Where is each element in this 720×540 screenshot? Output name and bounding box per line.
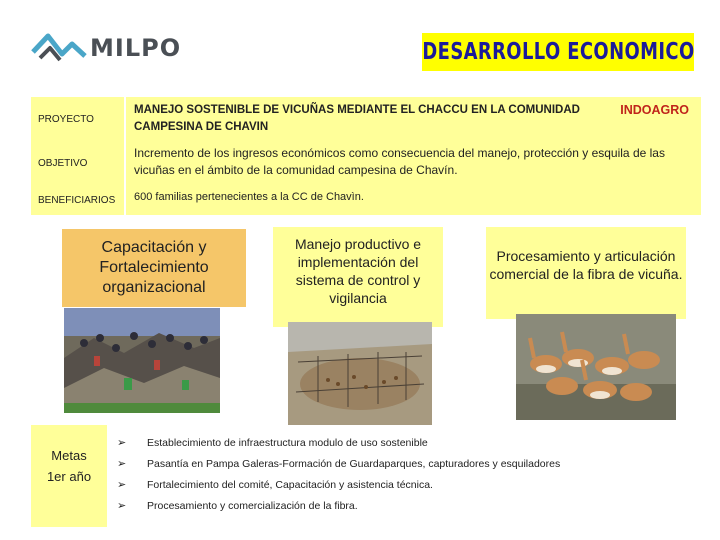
- beneficiaries-row: [31, 185, 701, 215]
- objective-value: Incremento de los ingresos económicos como consecuencia del manejo, protección y esquila de las vicuñas en el ámbito de la comunidad campesina de Chavín.: [126, 141, 701, 185]
- goal-text: Procesamiento y comercialización de la fibra.: [147, 500, 358, 512]
- goals-period: 1er año: [46, 469, 92, 484]
- goals-label: Metas: [51, 448, 87, 463]
- page-title: DESARROLLO ECONOMICO: [421, 39, 695, 65]
- project-value-cell: [126, 97, 701, 141]
- objective-label: OBJETIVO: [31, 141, 124, 185]
- list-item: [117, 499, 702, 520]
- goal-text: Establecimiento de infraestructura modulo de uso sostenible: [147, 437, 428, 449]
- component-processing: [486, 227, 686, 319]
- objective-row: [31, 141, 701, 185]
- component-processing-text: Procesamiento y articulación comercial de la fibra de vicuña.: [489, 248, 683, 282]
- list-item: [117, 457, 702, 478]
- photo-community-training: [64, 308, 220, 413]
- arrow-bullet-icon: ➢: [117, 479, 127, 491]
- goal-text: Fortalecimiento del comité, Capacitación y asistencia técnica.: [147, 479, 433, 491]
- beneficiaries-label: BENEFICIARIOS: [31, 185, 124, 215]
- milpo-logo: [30, 28, 190, 70]
- component-management-text: Manejo productivo e implementación del sistema de control y vigilancia: [294, 236, 422, 306]
- project-row: [31, 97, 701, 141]
- arrow-bullet-icon: ➢: [117, 437, 127, 449]
- goal-text: Pasantía en Pampa Galeras-Formación de Guardaparques, capturadores y esquiladores: [147, 458, 561, 470]
- photo-vicuna-enclosure: [288, 322, 432, 425]
- partner-name: INDOAGRO: [620, 103, 689, 117]
- component-training-text: Capacitación y Fortalecimiento organizacional: [99, 239, 209, 296]
- beneficiaries-value: 600 familias pertenecientes a la CC de Chavìn.: [126, 185, 701, 215]
- arrow-bullet-icon: ➢: [117, 458, 127, 470]
- milpo-mountain-icon: [30, 30, 88, 68]
- logo-text: MILPO: [90, 34, 182, 62]
- component-training: [62, 229, 246, 307]
- goals-list: [117, 436, 702, 520]
- list-item: [117, 478, 702, 499]
- photo-vicuna-herd: [516, 314, 676, 420]
- project-label: PROYECTO: [31, 97, 124, 141]
- goals-label-box: [31, 425, 107, 527]
- project-value: MANEJO SOSTENIBLE DE VICUÑAS MEDIANTE EL CHACCU EN LA COMUNIDAD CAMPESINA DE CHAVIN: [134, 104, 580, 133]
- component-management: [273, 227, 443, 327]
- arrow-bullet-icon: ➢: [117, 500, 127, 512]
- page-title-box: [422, 33, 694, 71]
- list-item: [117, 436, 702, 457]
